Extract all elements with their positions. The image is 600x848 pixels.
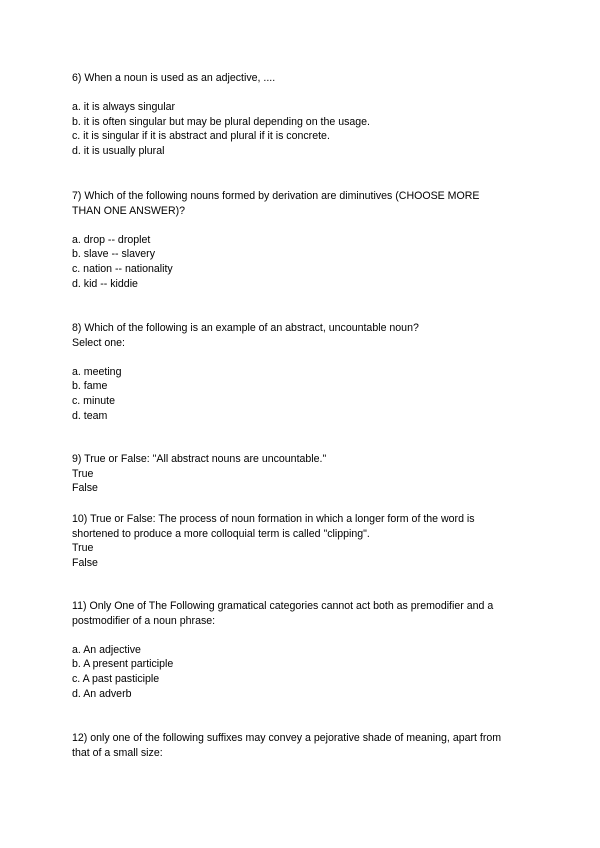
question-prompt: postmodifier of a noun phrase: xyxy=(72,614,216,627)
answer-option: d. team xyxy=(72,409,108,422)
question-prompt: THAN ONE ANSWER)? xyxy=(72,204,186,217)
question-prompt: 12) only one of the following suffixes may convey a pejorative shade of meaning, apart from xyxy=(72,732,502,744)
answer-option: b. slave -- slavery xyxy=(72,248,156,261)
answer-option: a. it is always singular xyxy=(72,101,176,114)
answer-option: c. nation -- nationality xyxy=(72,262,173,275)
question-prompt: that of a small size: xyxy=(72,746,163,759)
answer-option: b. fame xyxy=(72,380,108,393)
question-7 xyxy=(72,189,532,291)
question-prompt: 6) When a noun is used as an adjective, .... xyxy=(72,72,276,84)
answer-option: a. drop -- droplet xyxy=(72,233,151,246)
answer-option: False xyxy=(72,482,98,495)
answer-option: d. kid -- kiddie xyxy=(72,277,138,290)
answer-option: True xyxy=(72,542,94,555)
question-prompt: shortened to produce a more colloquial term is called "clipping". xyxy=(72,527,370,540)
answer-option: False xyxy=(72,556,98,569)
answer-option: a. An adjective xyxy=(72,643,141,656)
answer-option: d. it is usually plural xyxy=(72,144,165,157)
question-12 xyxy=(72,731,532,760)
answer-option: d. An adverb xyxy=(72,687,132,700)
question-prompt: 7) Which of the following nouns formed by derivation are diminutives (CHOOSE MORE xyxy=(72,190,480,202)
question-8 xyxy=(72,321,532,423)
answer-option: c. A past pasticiple xyxy=(72,672,160,685)
spacer xyxy=(72,628,532,643)
answer-option: True xyxy=(72,467,94,480)
question-11 xyxy=(72,599,532,701)
question-instruction: Select one: xyxy=(72,336,126,349)
question-9 xyxy=(72,452,532,496)
answer-option: c. minute xyxy=(72,394,115,407)
question-10 xyxy=(72,512,532,570)
answer-option: c. it is singular if it is abstract and plural if it is concrete. xyxy=(72,130,330,143)
question-prompt: 11) Only One of The Following gramatical categories cannot act both as premodifier and a xyxy=(72,600,494,612)
spacer xyxy=(72,350,532,365)
spacer xyxy=(72,86,532,101)
answer-option: a. meeting xyxy=(72,365,122,378)
answer-option: b. A present participle xyxy=(72,658,174,671)
question-prompt: 9) True or False: "All abstract nouns are uncountable." xyxy=(72,453,327,465)
question-6 xyxy=(72,71,532,159)
question-prompt: 10) True or False: The process of noun formation in which a longer form of the word is xyxy=(72,513,475,525)
spacer xyxy=(72,218,532,233)
answer-option: b. it is often singular but may be plural depending on the usage. xyxy=(72,115,371,128)
question-prompt: 8) Which of the following is an example of an abstract, uncountable noun? xyxy=(72,322,419,334)
